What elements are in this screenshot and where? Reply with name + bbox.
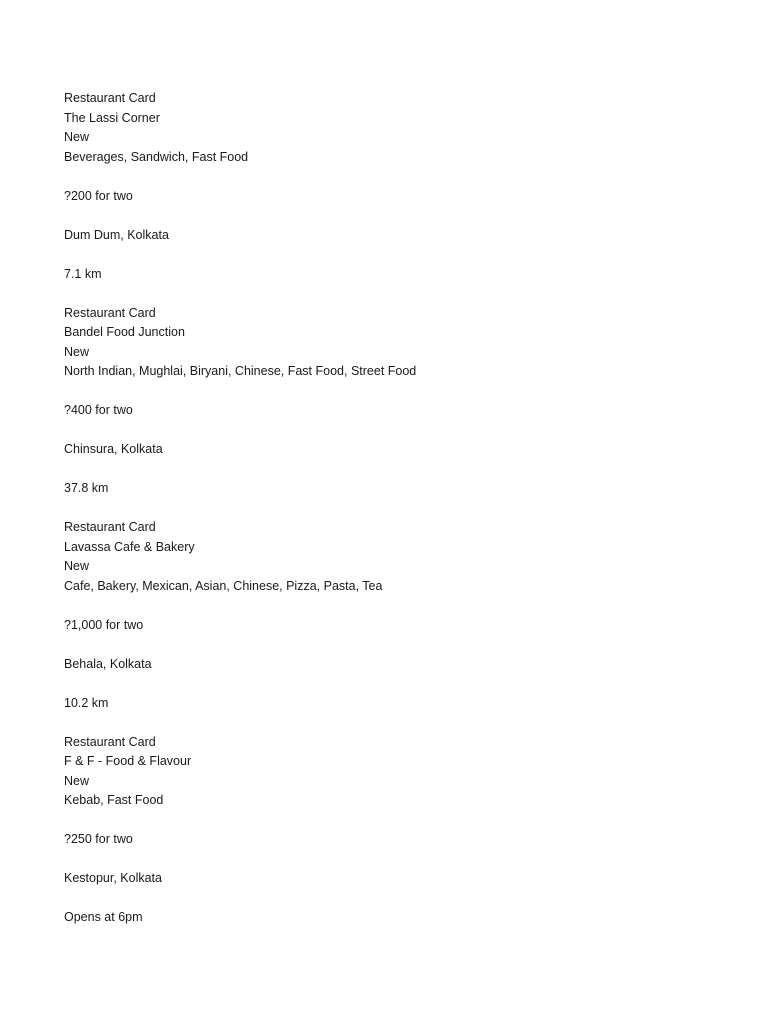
- distance: 10.2 km: [64, 695, 109, 710]
- new-badge: New: [64, 559, 90, 573]
- opening-status: Opens at 6pm: [64, 910, 143, 924]
- card-label: Restaurant Card: [64, 734, 156, 749]
- location: Behala, Kolkata: [64, 656, 152, 671]
- cuisines: Cafe, Bakery, Mexican, Asian, Chinese, Pizza, Pasta, Tea: [64, 578, 383, 593]
- restaurant-card[interactable]: [64, 733, 768, 928]
- location: Kestopur, Kolkata: [64, 871, 162, 885]
- cuisines: Beverages, Sandwich, Fast Food: [64, 149, 249, 164]
- location: Dum Dum, Kolkata: [64, 227, 169, 242]
- spacer: [64, 811, 768, 831]
- cuisines: Kebab, Fast Food: [64, 793, 164, 807]
- card-label: Restaurant Card: [64, 305, 156, 320]
- spacer: [64, 206, 768, 226]
- spacer: [64, 460, 768, 480]
- card-label: Restaurant Card: [64, 91, 156, 105]
- restaurant-card[interactable]: [64, 304, 768, 519]
- new-badge: New: [64, 344, 90, 359]
- spacer: [64, 382, 768, 402]
- price-for-two: ?250 for two: [64, 832, 133, 846]
- spacer: [64, 245, 768, 265]
- price-for-two: ?1,000 for two: [64, 617, 144, 632]
- spacer: [64, 499, 768, 519]
- restaurant-card[interactable]: [64, 89, 768, 304]
- restaurant-name[interactable]: Bandel Food Junction: [64, 325, 185, 339]
- spacer: [64, 167, 768, 187]
- spacer: [64, 635, 768, 655]
- spacer: [64, 889, 768, 909]
- spacer: [64, 850, 768, 870]
- spacer: [64, 596, 768, 616]
- restaurant-card[interactable]: [64, 518, 768, 733]
- cuisines: North Indian, Mughlai, Biryani, Chinese, Fast Food, Street Food: [64, 364, 417, 378]
- distance: 37.8 km: [64, 481, 109, 495]
- spacer: [64, 713, 768, 733]
- new-badge: New: [64, 130, 90, 144]
- distance: 7.1 km: [64, 266, 102, 281]
- spacer: [64, 284, 768, 304]
- price-for-two: ?400 for two: [64, 403, 133, 417]
- spacer: [64, 421, 768, 441]
- spacer: [64, 674, 768, 694]
- restaurant-name[interactable]: Lavassa Cafe & Bakery: [64, 539, 195, 554]
- restaurant-name[interactable]: F & F - Food & Flavour: [64, 754, 192, 768]
- card-label: Restaurant Card: [64, 520, 156, 534]
- restaurant-name[interactable]: The Lassi Corner: [64, 110, 160, 125]
- new-badge: New: [64, 773, 90, 788]
- location: Chinsura, Kolkata: [64, 442, 163, 456]
- price-for-two: ?200 for two: [64, 188, 133, 203]
